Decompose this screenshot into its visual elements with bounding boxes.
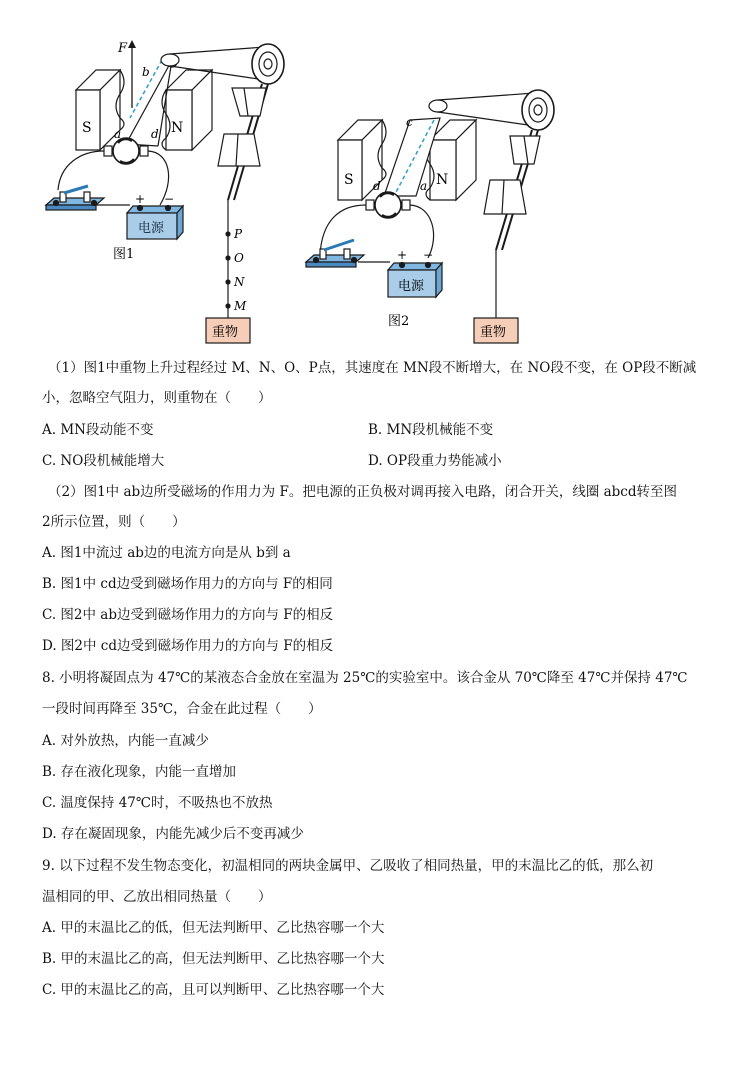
q2-stem-line1: （2）图1中 ab边所受磁场的作用力为 F。把电源的正负极对调再接入电路，闭合开关，线圈 abcd转至图 [48,484,678,500]
fig1-point-p: P [234,227,243,241]
q1-option-d: D. OP段重力势能减小 [368,453,502,469]
q2-option-c: C. 图2中 ab边受到磁场作用力的方向与 F的相反 [42,607,334,623]
fig2-plus-label: + [397,248,408,262]
q9-option-b: B. 甲的末温比乙的高，但无法判断甲、乙比热容哪一个大 [42,951,385,967]
fig2-letter-a: a [420,179,428,193]
fig1-force-label: F [118,41,128,56]
q8-option-a: A. 对外放热，内能一直减少 [42,733,209,749]
figure-area [0,0,739,350]
q1-option-c: C. NO段机械能增大 [42,453,165,469]
q2-option-a: A. 图1中流过 ab边的电流方向是从 b到 a [42,545,291,561]
fig1-point-n: N [234,275,245,289]
fig2-switch [306,240,364,267]
q2-option-d: D. 图2中 cd边受到磁场作用力的方向与 F的相反 [42,638,334,654]
fig1-weight-label: 重物 [212,325,239,340]
fig2-magnet-n-label: N [436,172,449,188]
fig1-magnet-n-label: N [171,120,184,136]
fig1-point-o: O [234,251,244,265]
q1-stem-line1: （1）图1中重物上升过程经过 M、N、O、P点，其速度在 MN段不断增大，在 NO段不变，在 OP段不断减 [48,360,697,376]
fig1-plus-label: + [135,192,146,206]
fig1-power-label: 电源 [138,221,165,236]
fig1-letter-a: a [114,127,122,141]
fig2-minus-label: − [423,248,434,262]
fig1-magnet-s-label: S [82,120,92,136]
fig1-magnet-n [162,70,212,150]
q9-option-a: A. 甲的末温比乙的低，但无法判断甲、乙比热容哪一个大 [42,920,385,936]
figure-2 [306,90,554,343]
fig2-letter-d: d [373,179,381,193]
q9-stem-line2: 温相同的甲、乙放出相同热量（ ） [42,889,272,905]
fig1-point-m: M [234,299,247,313]
fig1-switch [46,186,104,210]
fig2-letter-c: c [406,115,413,129]
q8-option-b: B. 存在液化现象，内能一直增加 [42,764,237,780]
q8-stem-line1: 8. 小明将凝固点为 47℃的某液态合金放在室温为 25℃的实验室中。该合金从 70℃降至 47℃并保持 47℃ [42,670,688,686]
fig2-magnet-s-label: S [344,172,354,188]
q8-option-d: D. 存在凝固现象，内能先减少后不变再减少 [42,826,304,842]
q1-stem-line2: 小，忽略空气阻力，则重物在（ ） [42,390,272,406]
q8-stem-line2: 一段时间再降至 35℃，合金在此过程（ ） [42,701,322,717]
motor-diagrams [0,0,739,350]
fig2-caption: 图2 [388,314,410,329]
fig1-letter-b: b [142,65,150,79]
q9-option-c: C. 甲的末温比乙的高，且可以判断甲、乙比热容哪一个大 [42,982,385,998]
fig1-minus-label: − [164,192,175,206]
q9-stem-line1: 9. 以下过程不发生物态变化，初温相同的两块金属甲、乙吸收了相同热量，甲的末温比乙的低，那么初 [42,858,654,874]
fig1-letter-d: d [151,127,159,141]
q8-option-c: C. 温度保持 47℃时，不吸热也不放热 [42,795,273,811]
q2-stem-line2: 2所示位置，则（ ） [42,514,186,530]
fig1-commutator [104,138,148,164]
fig2-power-label: 电源 [398,279,425,294]
fig2-weight-label: 重物 [480,325,507,340]
q1-option-b: B. MN段机械能不变 [368,422,494,438]
q2-option-b: B. 图1中 cd边受到磁场作用力的方向与 F的相同 [42,576,333,592]
fig1-caption: 图1 [113,247,135,262]
q1-option-a: A. MN段动能不变 [42,422,154,438]
